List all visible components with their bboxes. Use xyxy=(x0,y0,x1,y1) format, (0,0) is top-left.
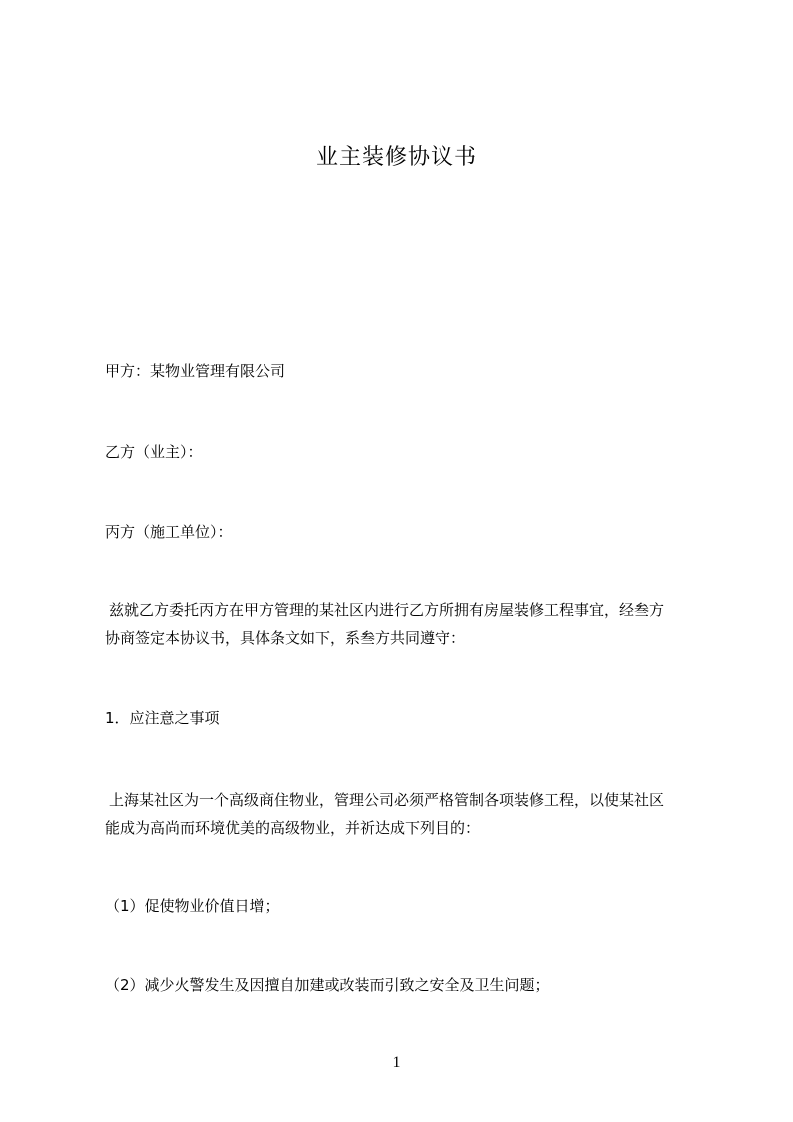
party-a-line: 甲方：某物业管理有限公司 xyxy=(105,362,286,380)
section-1-paragraph xyxy=(105,786,715,842)
section-1-line-2: 能成为高尚而环境优美的高级物业，并祈达成下列目的： xyxy=(105,819,481,837)
section-1-line-1: 上海某社区为一个高级商住物业，管理公司必须严格管制各项装修工程，以使某社区 xyxy=(109,791,665,809)
intro-paragraph xyxy=(105,596,715,652)
party-b-line: 乙方（业主）： xyxy=(105,443,203,461)
list-item-1: （1）促使物业价值日增； xyxy=(105,897,280,915)
intro-line-2: 协商签定本协议书，具体条文如下，系叁方共同遵守： xyxy=(105,629,466,647)
section-1-heading: 1．应注意之事项 xyxy=(105,709,220,727)
list-item-2: （2）减少火警发生及因擅自加建或改装而引致之安全及卫生问题； xyxy=(105,976,550,994)
party-c-line: 丙方（施工单位）： xyxy=(105,523,233,541)
intro-line-1: 兹就乙方委托丙方在甲方管理的某社区内进行乙方所拥有房屋装修工程事宜，经叁方 xyxy=(109,601,665,619)
page-number: 1 xyxy=(392,1054,401,1071)
document-title: 业主装修协议书 xyxy=(315,145,477,170)
